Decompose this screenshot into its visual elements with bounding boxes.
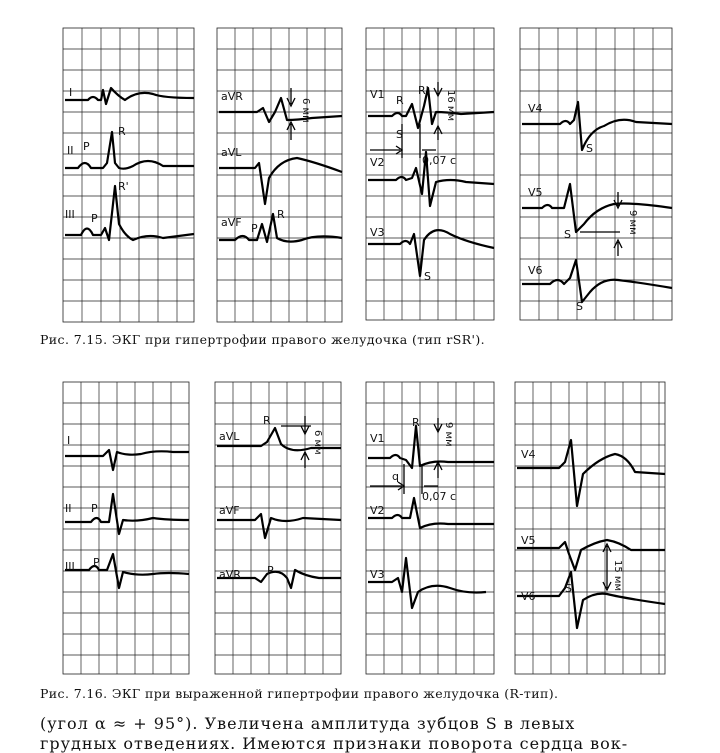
wave-label: S: [396, 128, 403, 141]
wave-label: P: [91, 212, 98, 225]
ecg-grid: [366, 382, 494, 674]
trace-lead-v4: [517, 440, 665, 506]
wave-label: S: [424, 270, 431, 283]
wave-label: P: [91, 502, 98, 515]
wave-label: P: [251, 222, 258, 235]
lead-label: V3: [370, 226, 385, 239]
ecg-grid: [63, 28, 194, 322]
lead-label: V4: [528, 102, 543, 115]
measure-arrow: [603, 544, 611, 590]
fig-715-panel-3: [366, 28, 494, 320]
trace-lead-v6: [517, 572, 665, 628]
figure-caption: Рис. 7.15. ЭКГ при гипертрофии правого желудочка (тип rSR').: [40, 332, 486, 347]
lead-label: V6: [521, 590, 536, 603]
measure-label: 6 мм: [300, 98, 311, 123]
wave-label: q: [392, 470, 399, 483]
fig-715-panel-2: [217, 28, 342, 322]
wave-label: S: [576, 300, 583, 313]
body-text-line: грудных отведениях. Имеются признаки поворота сердца вок-: [40, 734, 629, 753]
lead-label: V6: [528, 264, 543, 277]
trace-lead-v3: [368, 558, 486, 608]
lead-label: V2: [370, 504, 385, 517]
fig-715-panel-1: [63, 28, 194, 322]
lead-label: aVF: [221, 216, 242, 229]
ecg-grid: [215, 382, 341, 674]
wave-label: R': [418, 84, 429, 97]
measure-label: 9 мм: [627, 210, 638, 235]
lead-label: II: [67, 144, 74, 157]
lead-label: V5: [521, 534, 536, 547]
trace-lead-iii: [65, 186, 194, 240]
wave-label: S: [564, 228, 571, 241]
wave-label: R: [118, 125, 126, 138]
wave-label: S: [565, 582, 572, 595]
trace-lead-avf: [217, 514, 341, 538]
trace-lead-avl: [219, 158, 342, 204]
wave-label: P: [93, 556, 100, 569]
wave-label: R: [412, 416, 420, 429]
measure-label: 6 мм: [312, 430, 323, 455]
lead-label: I: [69, 86, 73, 99]
ecg-grid: [515, 382, 665, 674]
lead-label: III: [65, 208, 75, 221]
ecg-grid: [63, 382, 189, 674]
lead-label: V4: [521, 448, 536, 461]
lead-label: aVL: [221, 146, 242, 159]
fig-716-panel-1: [63, 382, 189, 674]
lead-label: V1: [370, 88, 385, 101]
trace-lead-v5: [522, 184, 672, 232]
lead-label: V1: [370, 432, 385, 445]
trace-lead-v1: [368, 426, 494, 468]
trace-lead-v1: [368, 88, 494, 128]
lead-label: V3: [370, 568, 385, 581]
wave-label: R: [263, 414, 271, 427]
body-text-line: (угол α ≈ + 95°). Увеличена амплитуда зубцов S в левых: [40, 714, 576, 733]
lead-label: III: [65, 560, 75, 573]
trace-lead-v5: [517, 540, 665, 570]
lead-label: II: [65, 502, 72, 515]
fig-715-panel-4: [520, 28, 672, 320]
measure-label: 9 мм: [443, 422, 454, 447]
fig-716-panel-4: [515, 382, 665, 674]
trace-lead-v6: [522, 260, 672, 302]
wave-label: R: [277, 208, 285, 221]
lead-label: aVF: [219, 504, 240, 517]
lead-label: aVR: [221, 90, 243, 103]
measure-label: 16 мм: [445, 90, 456, 121]
wave-label: R': [118, 180, 129, 193]
figure-caption: Рис. 7.16. ЭКГ при выраженной гипертрофии правого желудочка (R-тип).: [40, 686, 559, 701]
lead-label: V2: [370, 156, 385, 169]
interval-label: 0,07 с: [422, 490, 457, 503]
fig-716-panel-3: [366, 382, 494, 674]
lead-label: V5: [528, 186, 543, 199]
trace-lead-ii: [65, 494, 189, 534]
lead-label: aVL: [219, 430, 240, 443]
trace-lead-v3: [368, 230, 494, 276]
wave-label: P: [267, 564, 274, 577]
trace-lead-i: [65, 450, 189, 470]
lead-label: aVR: [219, 568, 241, 581]
wave-label: S: [586, 142, 593, 155]
fig-716-panel-2: [215, 382, 341, 674]
measure-arrow: [580, 192, 622, 256]
measure-label: 15 мм: [612, 560, 623, 591]
measure-arrow: [287, 88, 295, 140]
measure-arrow: [370, 418, 442, 494]
lead-label: I: [67, 434, 71, 447]
wave-label: R: [396, 94, 404, 107]
trace-lead-v4: [522, 102, 672, 150]
trace-lead-i: [65, 88, 194, 104]
interval-label: 0,07 с: [422, 154, 457, 167]
ecg-grid: [217, 28, 342, 322]
wave-label: P: [83, 140, 90, 153]
ecg-grid: [520, 28, 672, 320]
